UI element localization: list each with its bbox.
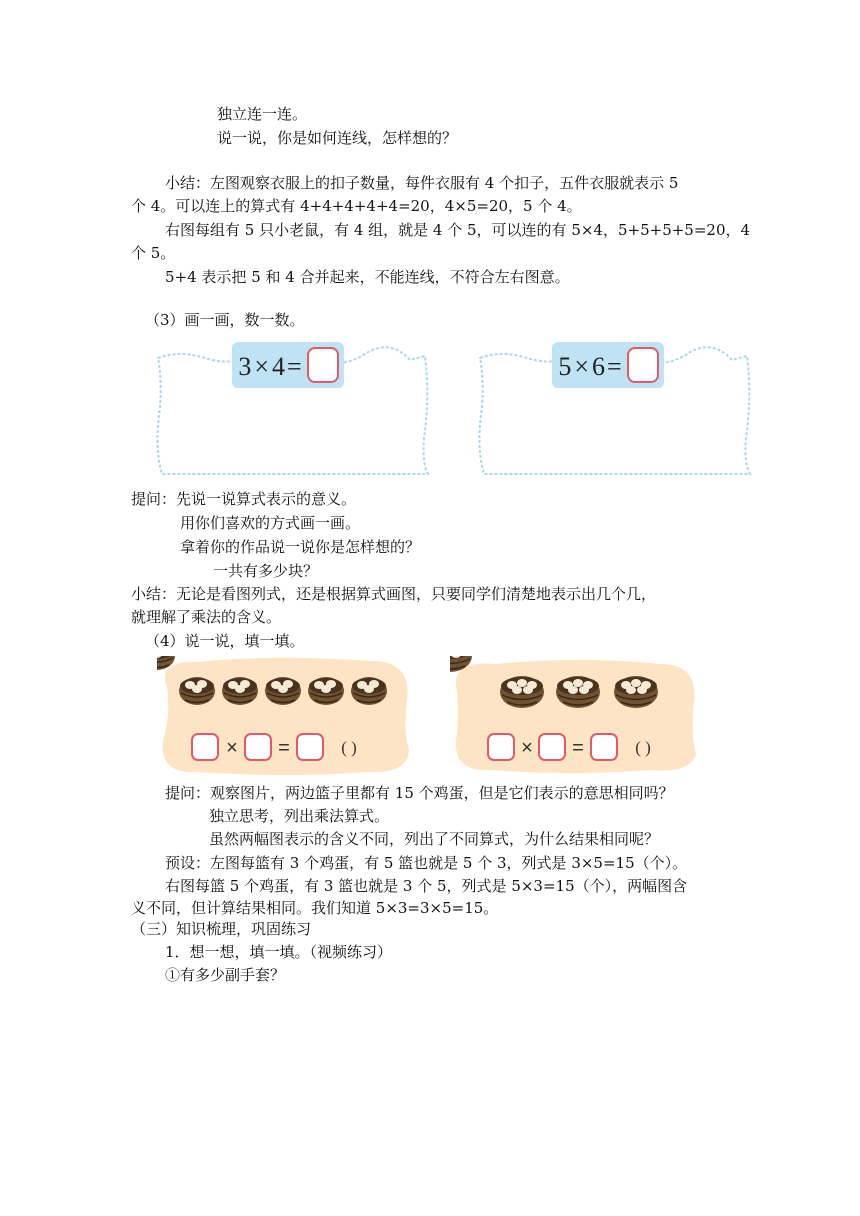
text-line: 提问：观察图片，两边篮子里都有 15 个鸡蛋，但是它们表示的意思相同吗？ [165,784,674,802]
text-line: 右图每组有 5 只小老鼠，有 4 组，就是 4 个 5，可以连的有 5×4，5+5+5+5=20，4 [165,221,751,239]
eq-a: 3 [238,352,252,381]
text-line: 个 5。 [131,244,176,262]
eq-equals: = [287,352,302,381]
text-line: ①有多少副手套？ [165,966,286,984]
draw-card-left [150,338,435,478]
egg-panel-left [157,656,412,776]
text-line: 个 4。可以连上的算式有 4+4+4+4+4=20，4×5=20，5 个 4。 [131,197,582,215]
answer-box[interactable] [628,348,658,382]
text-line: 预设：左图每篮有 3 个鸡蛋，有 5 篮也就是 5 个 3，列式是 3×5=15（个）。 [165,854,688,872]
text-line: 5+4 表示把 5 和 4 合并起来，不能连线，不符合左右图意。 [165,268,570,286]
equals-sign: = [278,737,290,759]
answer-box[interactable] [539,734,565,760]
eq-op: × [254,352,269,381]
eq-b: 6 [592,352,605,381]
section-heading: （3）画一画，数一数。 [145,311,305,329]
text-line: 1．想一想，填一填。（视频练习） [165,943,393,961]
text-line: 提问：先说一说算式表示的意义。 [131,490,357,508]
section-heading: （4）说一说，填一填。 [145,632,305,650]
text-line: 就理解了乘法的含义。 [131,608,282,626]
text-line: 说一说，你是如何连线，怎样想的？ [217,129,458,147]
text-line: 拿着你的作品说一说你是怎样想的？ [180,538,421,556]
text-line: 小结：无论是看图列式，还是根据算式画图，只要同学们清楚地表示出几个几， [131,585,657,603]
text-line: 义不同，但计算结果相同。我们知道 5×3=3×5=15。 [131,899,499,917]
eq-op: × [574,352,589,381]
eq-a: 5 [558,352,572,381]
eq-b: 4 [272,352,285,381]
answer-box[interactable] [192,734,218,760]
text-line: 右图每篮 5 个鸡蛋，有 3 篮也就是 3 个 5，列式是 5×3=15（个），两幅图含 [165,877,688,895]
text-line: 虽然两幅图表示的含义不同，列出了不同算式，为什么结果相同呢？ [209,830,660,848]
egg-panel-right [450,656,700,776]
answer-box[interactable] [297,734,323,760]
text-line: 独立思考，列出乘法算式。 [209,807,390,825]
text-line: 小结：左图观察衣服上的扣子数量，每件衣服有 4 个扣子，五件衣服就表示 5 [165,174,679,192]
eq-equals: = [607,352,622,381]
unit-paren: ( ) [341,738,357,757]
text-line: 独立连一连。 [217,105,308,123]
draw-card-right [472,338,757,478]
answer-box[interactable] [488,734,514,760]
answer-box[interactable] [308,348,338,382]
text-line: 一共有多少块？ [213,562,319,580]
times-sign: × [226,737,238,759]
unit-paren: ( ) [635,738,651,757]
text-line: 用你们喜欢的方式画一画。 [180,514,361,532]
times-sign: × [521,737,533,759]
answer-box[interactable] [245,734,271,760]
equals-sign: = [572,737,584,759]
answer-box[interactable] [591,734,617,760]
section-heading: （三）知识梳理，巩固练习 [131,920,312,938]
